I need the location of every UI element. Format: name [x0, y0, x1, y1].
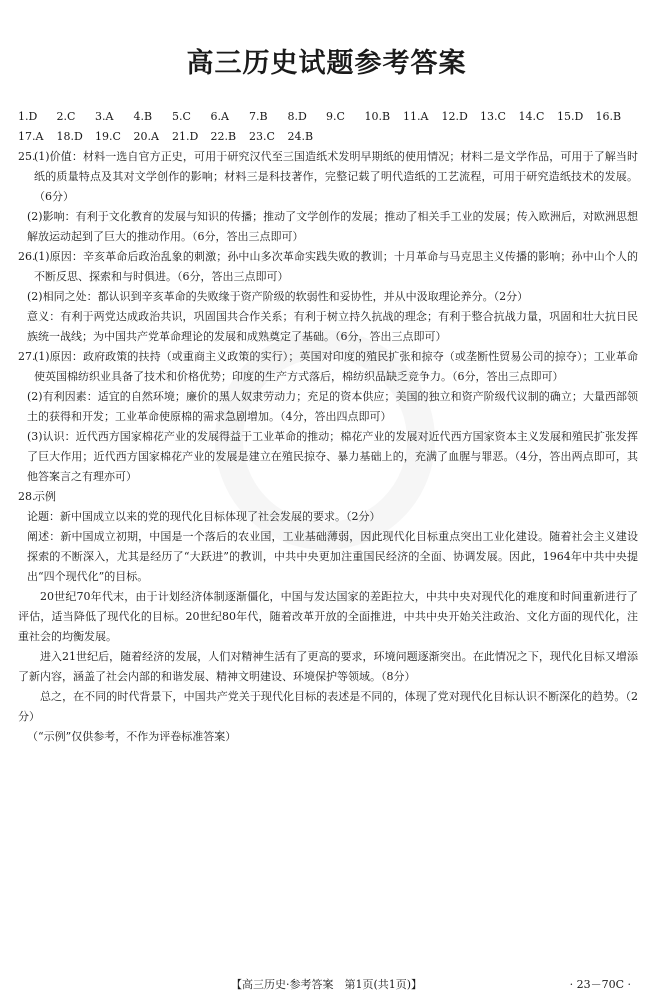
- question-25: [18, 147, 638, 207]
- answer-paragraph: 意义：有利于两党达成政治共识，巩固国共合作关系；有利于树立持久抗战的理念；有利于整合抗战力量，巩固和壮大抗日民族统一战线；为中国共产党革命理论的发展和成熟奠定了基础。（6分，答出三点即可）: [27, 310, 638, 343]
- question-28: [18, 487, 638, 507]
- mc-answer: 9.C: [326, 110, 345, 123]
- answer-content: [18, 107, 638, 747]
- mc-answer: 18.D: [56, 130, 83, 143]
- page-footer: [0, 973, 653, 995]
- mc-answer: 6.A: [210, 110, 229, 123]
- mc-answer: 15.D: [557, 110, 584, 123]
- answer-paragraph: 进入21世纪后，随着经济的发展，人们对精神生活有了更高的要求，环境问题逐渐突出。在此情况之下，现代化目标又增添了新内容，涵盖了社会内部的和谐发展、精神文明建设、环境保护等领域。（8分）: [18, 650, 638, 683]
- question-26: [18, 247, 638, 287]
- answer-paragraph: (2)有利因素：适宜的自然环境；廉价的黑人奴隶劳动力；充足的资本供应；美国的独立和资产阶级代议制的确立；大量西部领土的获得和开发；工业革命使原棉的需求急剧增加。（4分，答出四点即可）: [27, 390, 638, 423]
- mc-answer: 11.A: [403, 110, 429, 123]
- mc-answer: 7.B: [249, 110, 268, 123]
- answer-paragraph: (1)原因：辛亥革命后政治乱象的刺激；孙中山多次革命实践失败的教训；十月革命与马克思主义传播的影响；孙中山个人的不断反思、探索和与时俱进。（6分，答出三点即可）: [34, 250, 638, 283]
- answer-note: （“示例”仅供参考，不作为评卷标准答案）: [27, 730, 237, 743]
- mc-answer: 13.C: [480, 110, 506, 123]
- mc-answer: 21.D: [172, 130, 199, 143]
- mc-answer: 19.C: [95, 130, 121, 143]
- mc-answer: 2.C: [56, 110, 76, 123]
- answer-paragraph: 总之，在不同的时代背景下，中国共产党关于现代化目标的表述是不同的，体现了党对现代化目标认识不断深化的趋势。（2分）: [18, 690, 638, 723]
- question-number: 26.: [18, 250, 36, 263]
- mc-answer: 1.D: [18, 110, 38, 123]
- mc-answer: 12.D: [441, 110, 468, 123]
- mc-answer: 17.A: [18, 130, 44, 143]
- footer-page-info: 【高三历史·参考答案 第1页(共1页)】: [230, 978, 423, 991]
- mc-answer: 20.A: [133, 130, 159, 143]
- mc-answer: 14.C: [518, 110, 545, 123]
- mc-answer: 24.B: [287, 130, 314, 143]
- answer-paragraph: (1)原因：政府政策的扶持（或重商主义政策的实行）；英国对印度的殖民扩张和掠夺（或垄断性贸易公司的掠夺）；工业革命使英国棉纺织业具备了技术和价格优势；印度的生产方式落后，棉纺织品缺乏竞争力。（6分，答出三点即可）: [34, 350, 638, 383]
- mc-answer: 8.D: [287, 110, 307, 123]
- mc-answer: 3.A: [95, 110, 114, 123]
- answer-paragraph: (2)影响：有利于文化教育的发展与知识的传播；推动了文学创作的发展；推动了相关手工业的发展；传入欧洲后，对欧洲思想解放运动起到了巨大的推动作用。（6分，答出三点即可）: [27, 210, 638, 243]
- footer-code: · 23－70C ·: [569, 978, 631, 991]
- mc-answer: 10.B: [364, 110, 391, 123]
- answer-paragraph: 阐述：新中国成立初期，中国是一个落后的农业国，工业基础薄弱，因此现代化目标重点突出工业化建设。随着社会主义建设探索的不断深入，尤其是经历了“大跃进”的教训，中共中央更加注重国民经济的全面、协调发展。因此，1964年中共中央提出“四个现代化”的目标。: [27, 530, 638, 583]
- multiple-choice-answers: [18, 107, 638, 147]
- page-title: 高三历史试题参考答案: [186, 48, 467, 79]
- answer-paragraph: (2)相同之处：都认识到辛亥革命的失败缘于资产阶级的软弱性和妥协性，并从中汲取理论养分。（2分）: [27, 290, 529, 303]
- question-number: 27.: [18, 350, 36, 363]
- question-27: [18, 347, 638, 387]
- question-number: 25.: [18, 150, 36, 163]
- answer-heading: 示例: [34, 490, 56, 503]
- answer-paragraph: 论题：新中国成立以来的党的现代化目标体现了社会发展的要求。（2分）: [27, 510, 381, 523]
- mc-answer: 4.B: [133, 110, 153, 123]
- answer-paragraph: (1)价值：材料一选自官方正史，可用于研究汉代至三国造纸术发明早期纸的使用情况；材料二是文学作品，可用于了解当时纸的质量特点及其对文学创作的影响；材料三是科技著作，完整记载了明代造纸的工艺流程，可用于研究造纸技术的发展。（6分）: [34, 150, 638, 203]
- mc-answer: 5.C: [172, 110, 191, 123]
- mc-answer: 22.B: [210, 130, 237, 143]
- answer-paragraph: 20世纪70年代末，由于计划经济体制逐渐僵化，中国与发达国家的差距拉大，中共中央对现代化的难度和时间重新进行了评估，适当降低了现代化的目标。20世纪80年代，随着改革开放的全面推进，中共中央开始关注政治、文化方面的现代化，注重社会的均衡发展。: [18, 590, 638, 643]
- question-number: 28.: [18, 490, 36, 503]
- mc-answer: 16.B: [595, 110, 622, 123]
- mc-answer: 23.C: [249, 130, 275, 143]
- answer-paragraph: (3)认识：近代西方国家棉花产业的发展得益于工业革命的推动；棉花产业的发展对近代西方国家资本主义发展和殖民扩张发挥了巨大作用；近代西方国家棉花产业的发展是建立在殖民掠夺、暴力基础上的，充满了血腥与罪恶。（4分，答出两点即可，其他答案言之有理亦可）: [27, 430, 638, 483]
